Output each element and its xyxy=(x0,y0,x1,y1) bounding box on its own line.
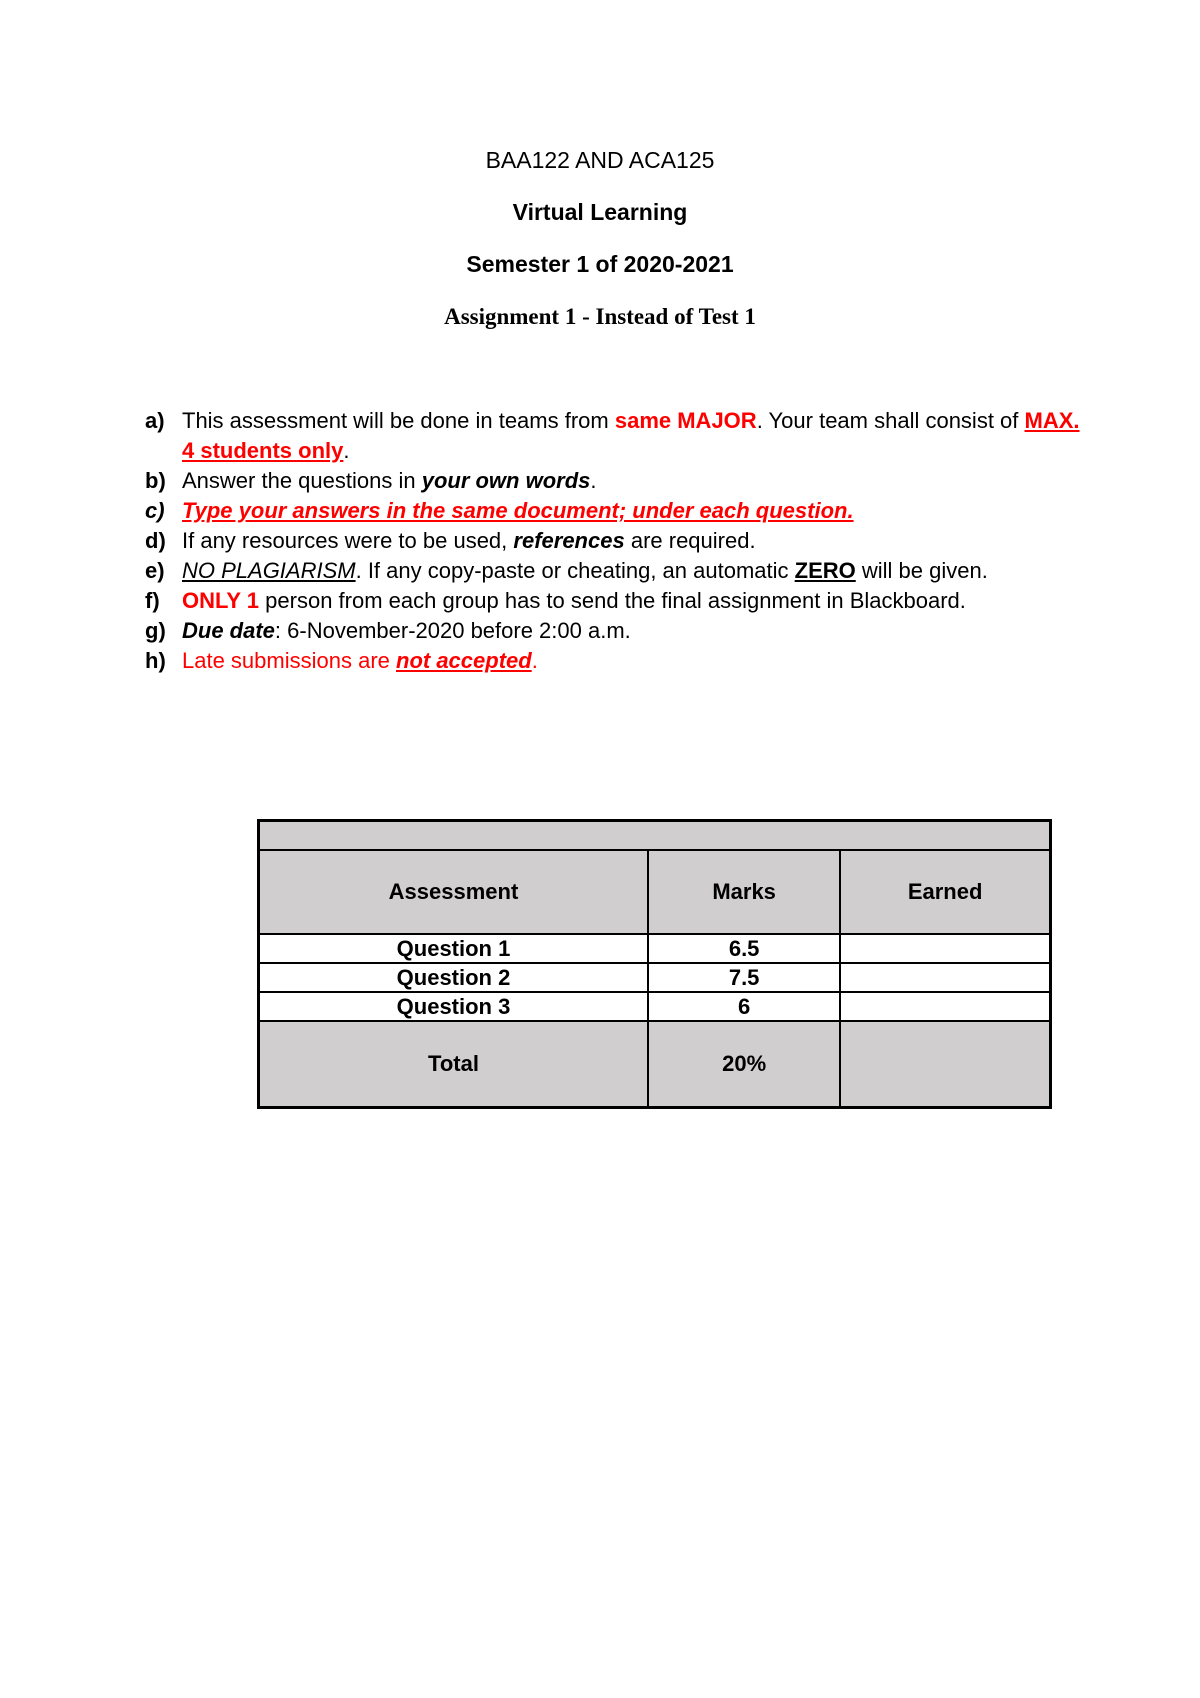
table-banner-row xyxy=(259,821,1051,851)
table-banner-cell xyxy=(259,821,1051,851)
emphasis-text: MAX. 4 students only xyxy=(182,408,1080,463)
emphasis-text: your own words xyxy=(421,468,591,493)
instruction-text: will be given. xyxy=(855,558,988,583)
emphasis-text: same MAJOR xyxy=(614,408,757,433)
instruction-text: . xyxy=(343,438,350,463)
emphasis-text: ZERO xyxy=(794,558,856,583)
learning-mode: Virtual Learning xyxy=(512,199,688,225)
table-row xyxy=(259,934,1051,963)
instruction-b xyxy=(145,466,1085,496)
instruction-e xyxy=(145,556,1085,586)
emphasis-text: Type your answers in the same document; under each question. xyxy=(182,498,854,523)
instruction-text: person from each group has to send the final assignment in Blackboard. xyxy=(259,588,966,613)
instruction-label: c) xyxy=(145,498,165,523)
earned-cell[interactable] xyxy=(840,934,1050,963)
instruction-text: : 6-November-2020 before 2:00 a.m. xyxy=(274,618,631,643)
emphasis-text: NO PLAGIARISM xyxy=(182,558,356,583)
marks-table xyxy=(257,819,1052,1109)
instruction-label: g) xyxy=(145,618,166,643)
instruction-label: d) xyxy=(145,528,166,553)
assessment-cell: Question 1 xyxy=(259,934,649,963)
instruction-c xyxy=(145,496,1085,526)
earned-cell[interactable] xyxy=(840,963,1050,992)
header-earned: Earned xyxy=(840,850,1050,934)
instruction-f xyxy=(145,586,1085,616)
instruction-label: b) xyxy=(145,468,166,493)
emphasis-text: references xyxy=(513,528,625,553)
emphasis-text: ONLY 1 xyxy=(182,588,260,613)
instruction-label: e) xyxy=(145,558,165,583)
marks-cell: 6 xyxy=(648,992,840,1021)
header-assessment: Assessment xyxy=(259,850,649,934)
table-total-row xyxy=(259,1021,1051,1108)
instruction-text: . xyxy=(531,648,538,673)
header-marks: Marks xyxy=(648,850,840,934)
table-row xyxy=(259,963,1051,992)
instruction-d xyxy=(145,526,1085,556)
course-codes: BAA122 AND ACA125 xyxy=(485,147,715,173)
total-earned-cell[interactable] xyxy=(840,1021,1050,1108)
instruction-text: are required. xyxy=(624,528,756,553)
marks-cell: 7.5 xyxy=(648,963,840,992)
instruction-label: h) xyxy=(145,648,166,673)
instruction-g xyxy=(145,616,1085,646)
assignment-title: Assignment 1 - Instead of Test 1 xyxy=(444,304,756,329)
earned-cell[interactable] xyxy=(840,992,1050,1021)
total-marks-cell: 20% xyxy=(648,1021,840,1108)
semester-title: Semester 1 of 2020-2021 xyxy=(466,251,734,277)
assessment-cell: Question 3 xyxy=(259,992,649,1021)
instructions-list xyxy=(145,406,1085,676)
instruction-text: . Your team shall consist of xyxy=(756,408,1025,433)
instruction-text: Late submissions are xyxy=(182,648,396,673)
assessment-cell: Question 2 xyxy=(259,963,649,992)
instruction-text: If any resources were to be used, xyxy=(182,528,514,553)
instruction-text: Answer the questions in xyxy=(182,468,422,493)
marks-cell: 6.5 xyxy=(648,934,840,963)
emphasis-text: Due date xyxy=(182,618,275,643)
instruction-h xyxy=(145,646,1085,676)
instruction-text: . xyxy=(590,468,597,493)
table-row xyxy=(259,992,1051,1021)
table-header-row xyxy=(259,850,1051,934)
instruction-label: a) xyxy=(145,408,165,433)
instruction-label: f) xyxy=(145,588,160,613)
instruction-text: This assessment will be done in teams from xyxy=(182,408,615,433)
emphasis-text: not accepted xyxy=(396,648,532,673)
instruction-a xyxy=(145,406,1085,466)
total-label-cell: Total xyxy=(259,1021,649,1108)
instruction-text: . If any copy-paste or cheating, an automatic xyxy=(355,558,795,583)
